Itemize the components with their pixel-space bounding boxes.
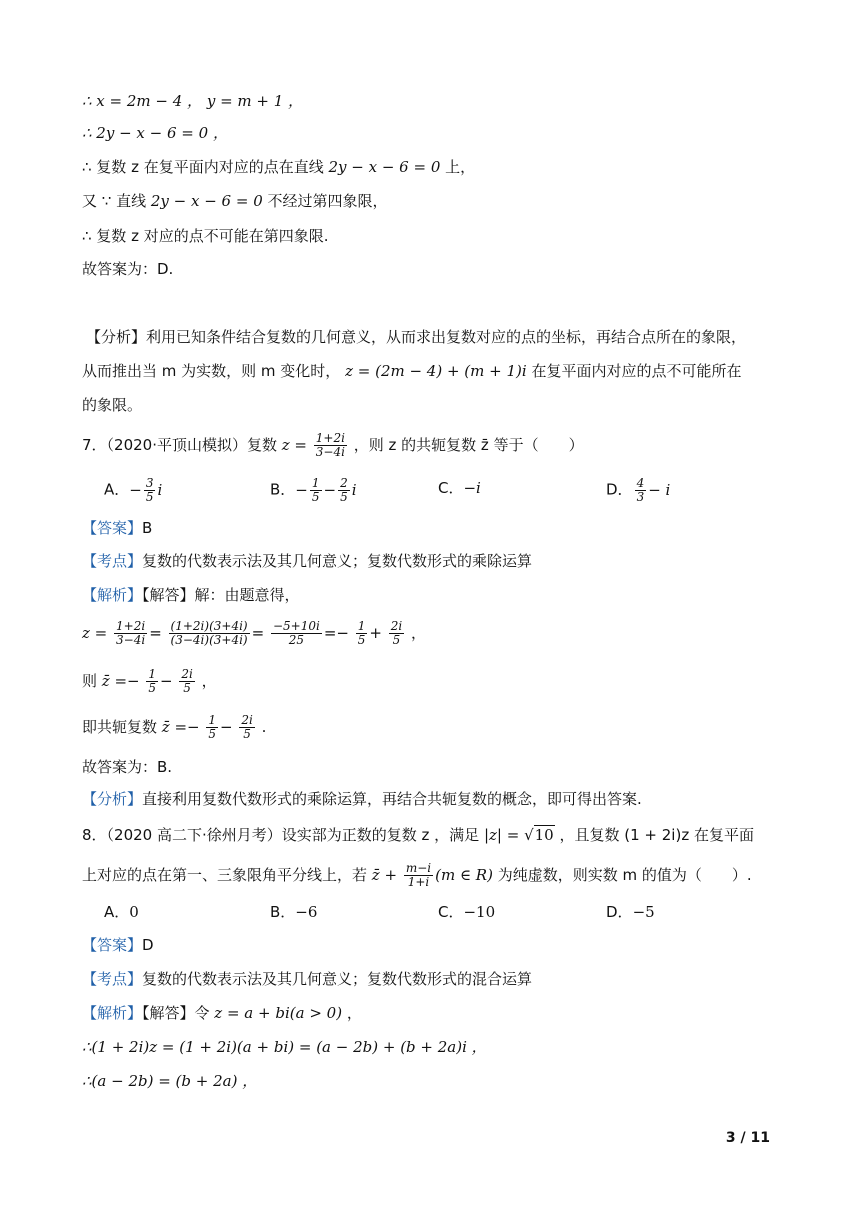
option-a: A．− $\frac{3}{5}$ i xyxy=(104,476,163,504)
answer-line: 【答案】B xyxy=(82,519,153,537)
question-8-stem: 8．（2020 高二下·徐州月考）设实部为正数的复数 z ，满足 |z| = √10 ，且复数 (1 + 2i)z 在复平面 xyxy=(82,826,754,844)
analysis-line: 从而推出当 m 为实数，则 m 变化时， z = (2m − 4) + (m + 1)i 在复平面内对应的点不可能所在 xyxy=(82,362,742,380)
analysis-line: 【分析】直接利用复数代数形式的乘除运算，再结合共轭复数的概念，即可得出答案. xyxy=(82,790,642,808)
solution-line: ∴(1 + 2i)z = (1 + 2i)(a + bi) = (a − 2b) + (b + 2a)i ， xyxy=(82,1038,487,1056)
option-b: B．− $\frac{1}{5}$ − $\frac{2}{5}$ i xyxy=(270,476,357,504)
page-number: 3 / 11 xyxy=(725,1130,770,1146)
analysis-line: 【分析】利用已知条件结合复数的几何意义，从而求出复数对应的点的坐标，再结合点所在的象限， xyxy=(86,328,747,346)
answer-line: 故答案为：D. xyxy=(82,260,174,278)
analysis-line: 的象限。 xyxy=(82,396,143,414)
jiexi-line: 【解析】【解答】解：由题意得， xyxy=(82,586,300,604)
answer-line: 故答案为：B. xyxy=(82,758,173,776)
solution-equation: 则 z̄ =− $\frac{1}{5}$ − $\frac{2i}{5}$ ， xyxy=(82,667,217,695)
point-line: 【考点】复数的代数表示法及其几何意义；复数代数形式的乘除运算 xyxy=(82,552,533,570)
solution-line: ∴ 复数 z 对应的点不可能在第四象限. xyxy=(82,227,329,245)
option-c: C．−i xyxy=(438,479,481,497)
point-line: 【考点】复数的代数表示法及其几何意义；复数代数形式的混合运算 xyxy=(82,970,533,988)
solution-line: ∴(a − 2b) = (b + 2a) ， xyxy=(82,1072,258,1090)
solution-line: 又 ∵ 直线 2y − x − 6 = 0 不经过第四象限， xyxy=(82,192,388,210)
option-a: A．0 xyxy=(104,903,139,921)
option-d: D．−5 xyxy=(606,903,655,921)
option-d: D． $\frac{4}{3}$ − i xyxy=(606,476,671,504)
question-7-stem: 7．（2020·平顶山模拟）复数 z = $\frac{1+2i}{3-4i}$ ，则 z 的共轭复数 z̄ 等于（ ） xyxy=(82,431,584,459)
solution-line: ∴ 复数 z 在复平面内对应的点在直线 2y − x − 6 = 0 上， xyxy=(82,158,476,176)
solution-equation: z = $\frac{1+2i}{3-4i}$ = $\frac{(1+2i)(3+4i)}{(3-4i)(3+4i)}$ = $\frac{-5+10i}{25}$ =− $\frac{1}{5}$ + $\frac{2i}{5}$ ， xyxy=(82,619,426,647)
answer-line: 【答案】D xyxy=(82,936,154,954)
option-b: B．−6 xyxy=(270,903,318,921)
solution-line: ∴ 2y − x − 6 = 0 ， xyxy=(82,124,228,142)
jiexi-line: 【解析】【解答】令 z = a + bi(a > 0) ， xyxy=(82,1004,362,1022)
solution-line: ∴ x = 2m − 4 ， y = m + 1 ， xyxy=(82,92,304,110)
solution-equation: 即共轭复数 z̄ =− $\frac{1}{5}$ − $\frac{2i}{5}$ . xyxy=(82,713,267,741)
option-c: C．−10 xyxy=(438,903,496,921)
question-8-stem: 上对应的点在第一、三象限角平分线上，若 z̄ + $\frac{m-i}{1+i}$ (m ∈ R) 为纯虚数，则实数 m 的值为（ ）. xyxy=(82,861,752,889)
